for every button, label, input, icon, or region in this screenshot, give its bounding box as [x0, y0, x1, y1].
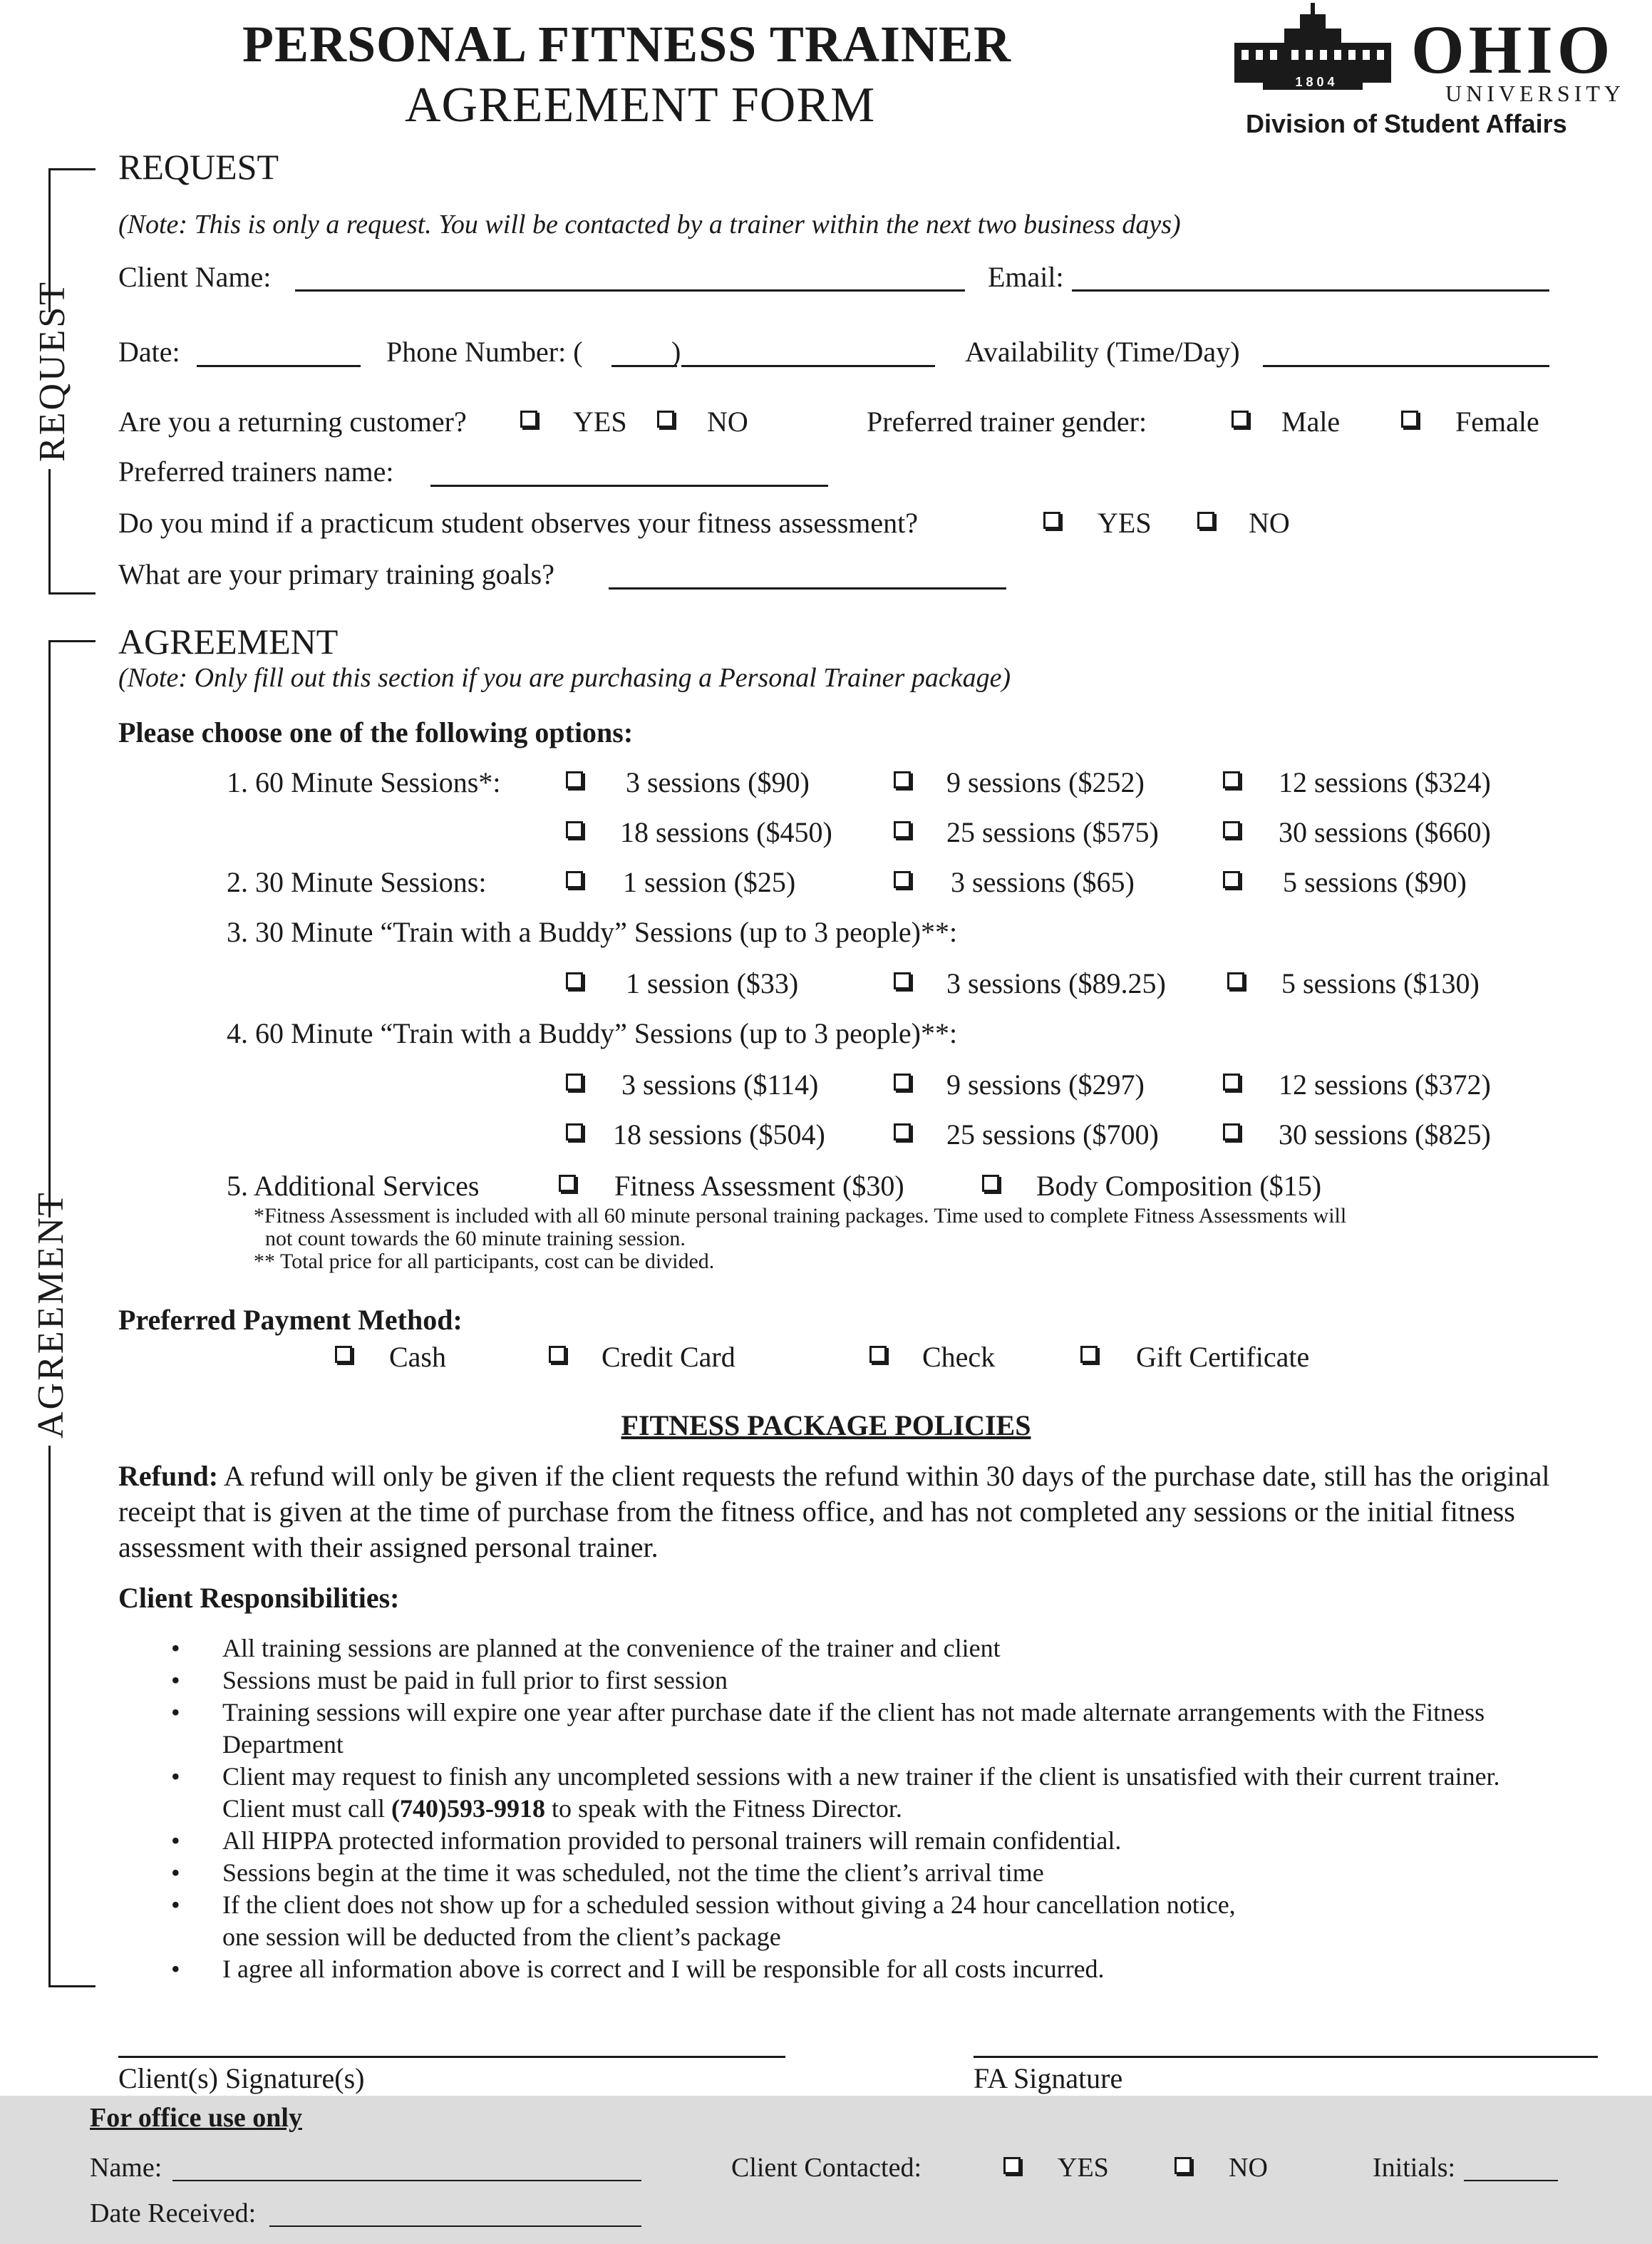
payment-method-label: Preferred Payment Method:	[118, 1304, 463, 1336]
opt4-choice-5: 25 sessions ($700)	[946, 1118, 1159, 1151]
bullet-icon: •	[171, 1890, 180, 1919]
list-item: • If the client does not show up for a scheduled session without giving a 24 hour cancellation notice, one session will be deducted from the client’s package	[171, 1890, 1236, 1951]
fitness-director-phone: (740)593-9918	[391, 1794, 545, 1823]
opt2-checkbox-2[interactable]	[894, 871, 911, 888]
option4-label: 4. 60 Minute “Train with a Buddy” Sessions (up to 3 people)**:	[227, 1017, 958, 1049]
gender-female-checkbox[interactable]	[1401, 411, 1418, 428]
opt4-checkbox-4[interactable]	[566, 1123, 583, 1141]
opt4-choice-3: 12 sessions ($372)	[1279, 1069, 1491, 1101]
opt1-choice-6: 30 sessions ($660)	[1279, 816, 1491, 848]
opt4-choice-1: 3 sessions ($114)	[621, 1069, 819, 1101]
option5-label: 5. Additional Services	[227, 1170, 480, 1202]
payment-cash-label: Cash	[389, 1341, 446, 1373]
opt1-choice-5: 25 sessions ($575)	[946, 816, 1159, 848]
returning-no-checkbox[interactable]	[657, 411, 674, 428]
contacted-no-checkbox[interactable]	[1175, 2157, 1192, 2174]
trainers-name-field[interactable]	[430, 485, 828, 487]
refund-paragraph	[118, 1458, 1565, 1565]
opt3-choice-3: 5 sessions ($130)	[1281, 967, 1480, 999]
refund-label: Refund:	[118, 1460, 219, 1492]
opt1-checkbox-2[interactable]	[894, 771, 911, 788]
opt1-choice-2: 9 sessions ($252)	[946, 766, 1145, 798]
agreement-bracket-bottom	[48, 1985, 95, 1987]
opt1-checkbox-1[interactable]	[566, 771, 583, 788]
practicum-yes-checkbox[interactable]	[1043, 512, 1060, 529]
opt3-checkbox-1[interactable]	[566, 972, 583, 989]
opt3-choice-2: 3 sessions ($89.25)	[946, 967, 1166, 999]
opt4-choice-4: 18 sessions ($504)	[613, 1118, 825, 1151]
opt1-choice-4: 18 sessions ($450)	[620, 816, 832, 848]
client-responsibilities-label: Client Responsibilities:	[118, 1582, 400, 1614]
practicum-no-checkbox[interactable]	[1197, 512, 1214, 529]
opt2-choice-1: 1 session ($25)	[623, 866, 796, 898]
returning-yes-checkbox[interactable]	[520, 411, 537, 428]
responsibilities-list	[164, 1632, 1554, 1985]
payment-cash-checkbox[interactable]	[335, 1346, 352, 1363]
side-label-agreement: AGREEMENT	[31, 1218, 71, 1446]
opt3-checkbox-3[interactable]	[1227, 972, 1244, 989]
opt5-choice-1: Fitness Assessment ($30)	[614, 1170, 904, 1202]
fa-signature-label: FA Signature	[974, 2062, 1123, 2094]
client-contacted-label: Client Contacted:	[731, 2153, 922, 2183]
opt4-choice-6: 30 sessions ($825)	[1279, 1118, 1491, 1151]
payment-gift-certificate-label: Gift Certificate	[1136, 1341, 1310, 1373]
refund-text: A refund will only be given if the client requests the refund within 30 days of the purchase date, still has the original receipt that is given at the time of purchase from the fitness office, and has not completed any sessions or the initial fitness assessment with their assigned personal trainer.	[118, 1460, 1550, 1563]
agreement-heading: AGREEMENT	[118, 622, 339, 662]
practicum-no-label: NO	[1249, 507, 1290, 539]
returning-customer-label: Are you a returning customer?	[118, 406, 467, 438]
opt2-checkbox-1[interactable]	[566, 871, 583, 888]
opt4-checkbox-1[interactable]	[566, 1074, 583, 1091]
agreement-bracket-top	[48, 640, 95, 642]
phone-close-paren: )	[671, 336, 681, 368]
request-note: (Note: This is only a request. You will be contacted by a trainer within the next two business days)	[118, 210, 1181, 240]
email-label: Email:	[988, 261, 1064, 293]
payment-check-label: Check	[922, 1341, 996, 1373]
initials-field[interactable]	[1464, 2180, 1558, 2181]
list-item: • Sessions must be paid in full prior to first session	[164, 1664, 1554, 1697]
footnote-fitness-assessment-cont: not count towards the 60 minute training session.	[265, 1227, 686, 1250]
form-title-line1: PERSONAL FITNESS TRAINER	[242, 16, 1011, 73]
contacted-yes-label: YES	[1058, 2153, 1109, 2183]
logo-ohio: OHIO	[1411, 11, 1615, 88]
fa-signature-field[interactable]	[974, 2056, 1598, 2058]
contacted-yes-checkbox[interactable]	[1003, 2157, 1021, 2174]
bullet-icon: •	[171, 1762, 180, 1791]
payment-credit-card-label: Credit Card	[602, 1341, 735, 1373]
request-bracket-bottom	[48, 592, 95, 595]
logo-year: 1 8 0 4	[1295, 75, 1335, 89]
bullet-icon: •	[171, 1698, 180, 1726]
opt5-checkbox-1[interactable]	[559, 1175, 576, 1192]
policies-heading: FITNESS PACKAGE POLICIES	[621, 1409, 1031, 1441]
training-goals-field[interactable]	[609, 587, 1006, 590]
gender-male-checkbox[interactable]	[1232, 411, 1249, 428]
client-name-field[interactable]	[295, 289, 965, 292]
bullet-icon: •	[171, 1826, 180, 1855]
phone-number-field[interactable]	[681, 365, 935, 367]
training-goals-label: What are your primary training goals?	[118, 558, 554, 590]
opt5-checkbox-2[interactable]	[982, 1175, 999, 1192]
availability-field[interactable]	[1263, 365, 1549, 367]
bullet-icon: •	[171, 1634, 180, 1662]
availability-label: Availability (Time/Day)	[965, 336, 1240, 368]
footnote-total-price: ** Total price for all participants, cost can be divided.	[254, 1250, 715, 1273]
form-title-line2: AGREEMENT FORM	[405, 78, 876, 133]
phone-label: Phone Number: (	[386, 336, 583, 368]
opt1-checkbox-5[interactable]	[894, 821, 911, 838]
practicum-yes-label: YES	[1098, 507, 1152, 539]
opt2-checkbox-3[interactable]	[1223, 871, 1240, 888]
gender-male-label: Male	[1281, 406, 1341, 438]
gender-female-label: Female	[1455, 406, 1539, 438]
trainer-gender-label: Preferred trainer gender:	[867, 406, 1147, 438]
trainers-name-label: Preferred trainers name:	[118, 456, 394, 488]
bullet-icon: •	[171, 1666, 180, 1694]
date-received-field[interactable]	[269, 2225, 641, 2227]
client-signature-field[interactable]	[118, 2056, 785, 2058]
opt4-choice-2: 9 sessions ($297)	[946, 1069, 1145, 1101]
list-item: • Sessions begin at the time it was scheduled, not the time the client’s arrival time	[164, 1857, 1554, 1889]
opt1-checkbox-6[interactable]	[1223, 821, 1240, 838]
agreement-note: (Note: Only fill out this section if you are purchasing a Personal Trainer package)	[118, 663, 1011, 693]
option1-label: 1. 60 Minute Sessions*:	[227, 766, 501, 798]
list-item: • All HIPPA protected information provided to personal trainers will remain confidential.	[164, 1825, 1554, 1857]
returning-yes-label: YES	[573, 406, 627, 438]
office-use-panel	[0, 2096, 1652, 2244]
date-field[interactable]	[197, 365, 361, 367]
logo-division: Division of Student Affairs	[1246, 109, 1567, 138]
opt1-checkbox-4[interactable]	[566, 821, 583, 838]
opt2-choice-2: 3 sessions ($65)	[951, 866, 1135, 898]
opt2-choice-3: 5 sessions ($90)	[1283, 866, 1467, 898]
client-name-label: Client Name:	[118, 261, 272, 293]
contacted-no-label: NO	[1229, 2153, 1268, 2183]
side-label-request: REQUEST	[33, 312, 73, 469]
footnote-fitness-assessment: *Fitness Assessment is included with all 60 minute personal training packages. Time used to complete Fitness Assessments will	[254, 1204, 1347, 1227]
opt1-choice-1: 3 sessions ($90)	[626, 766, 810, 798]
practicum-label: Do you mind if a practicum student observes your fitness assessment?	[118, 507, 918, 539]
list-item: • I agree all information above is correct and I will be responsible for all costs incurred.	[164, 1953, 1554, 1985]
date-received-label: Date Received:	[90, 2198, 257, 2228]
choose-options-label: Please choose one of the following options:	[118, 716, 634, 748]
opt4-checkbox-2[interactable]	[894, 1074, 911, 1091]
option3-label: 3. 30 Minute “Train with a Buddy” Sessions (up to 3 people)**:	[227, 916, 958, 948]
payment-gift-certificate-checkbox[interactable]	[1080, 1346, 1098, 1363]
opt1-choice-3: 12 sessions ($324)	[1279, 766, 1491, 798]
bullet-icon: •	[171, 1955, 180, 1983]
payment-credit-card-checkbox[interactable]	[549, 1346, 566, 1363]
initials-label: Initials:	[1373, 2153, 1456, 2183]
opt4-checkbox-6[interactable]	[1223, 1123, 1240, 1141]
phone-area-code-field[interactable]	[611, 365, 677, 367]
list-item: • All training sessions are planned at the convenience of the trainer and client	[164, 1632, 1554, 1664]
office-name-field[interactable]	[172, 2180, 641, 2181]
option2-label: 2. 30 Minute Sessions:	[227, 866, 487, 898]
opt3-choice-1: 1 session ($33)	[626, 967, 799, 999]
list-item: • Client may request to finish any uncompleted sessions with a new trainer if the client is unsatisfied with their current trainer. Client must call (740)593-9918 to speak with the Fitness Director.	[171, 1762, 1500, 1823]
office-name-label: Name:	[90, 2153, 162, 2183]
request-heading: REQUEST	[118, 147, 279, 187]
list-item: • Training sessions will expire one year after purchase date if the client has not made alternate arrangements with the Fitness Department	[171, 1698, 1485, 1759]
email-field[interactable]	[1072, 289, 1549, 292]
bullet-icon: •	[171, 1858, 180, 1887]
ohio-university-logo	[1233, 3, 1632, 138]
opt4-checkbox-3[interactable]	[1223, 1074, 1240, 1091]
opt3-checkbox-2[interactable]	[894, 972, 911, 989]
date-label: Date:	[118, 336, 180, 368]
logo-university: UNIVERSITY	[1445, 81, 1625, 106]
opt5-choice-2: Body Composition ($15)	[1036, 1170, 1322, 1202]
opt1-checkbox-3[interactable]	[1223, 771, 1240, 788]
request-bracket-top	[48, 168, 95, 170]
office-use-heading: For office use only	[90, 2103, 302, 2133]
returning-no-label: NO	[707, 406, 748, 438]
opt4-checkbox-5[interactable]	[894, 1123, 911, 1141]
client-signature-label: Client(s) Signature(s)	[118, 2062, 365, 2094]
payment-check-checkbox[interactable]	[869, 1346, 887, 1363]
